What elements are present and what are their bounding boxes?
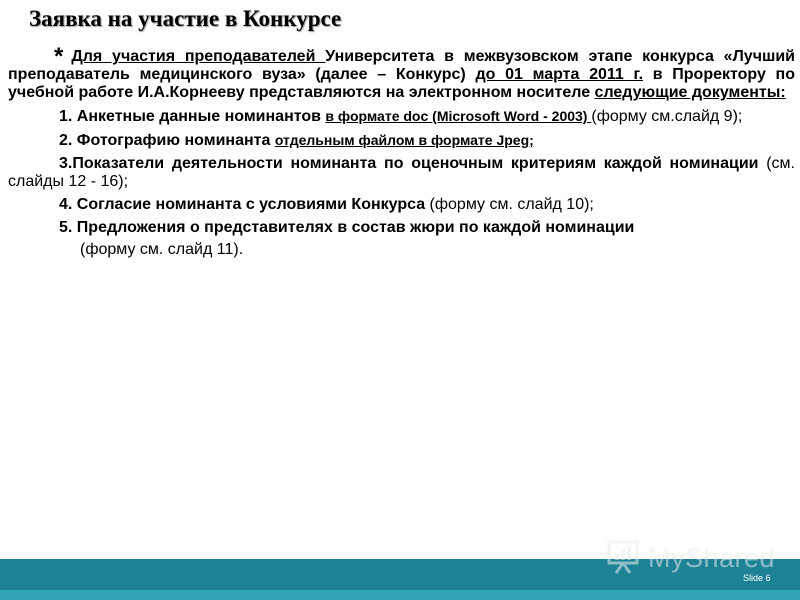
footer-stripe (0, 590, 800, 600)
presentation-icon (606, 536, 642, 581)
item-3-normal: (см. слайды 12 - 16); (8, 155, 795, 190)
item-2-bold: 2. Фотографию номинанта (59, 132, 275, 149)
intro-docs-phrase: следующие документы: (594, 84, 786, 101)
item-1-normal: (форму см.слайд 9); (591, 108, 743, 125)
item-4-normal: (форму см. слайд 10); (429, 196, 594, 213)
item-1-bold: 1. Анкетные данные номинантов (59, 108, 326, 125)
list-item-5 (8, 219, 795, 237)
list-item-5-continuation: (форму см. слайд 11). (80, 241, 244, 258)
slide-number: Slide 6 (743, 573, 771, 583)
item-4-bold: 4. Согласие номинанта с условиями Конкурса (59, 196, 430, 213)
slide-content (8, 43, 795, 259)
intro-deadline: до 01 марта 2011 г. (475, 66, 644, 83)
asterisk: * (54, 43, 64, 70)
item-5-bold: 5. Предложения о представителях в состав жюри по каждой номинации (59, 219, 635, 236)
list-item-2 (8, 131, 795, 150)
item-3-bold: 3.Показатели деятельности номинанта по оценочным критериям каждой номинации (59, 155, 767, 172)
intro-text-1: Университета в межвузовском этапе конкурса «Лучший преподаватель медицинского вуза» (далее – Конкурс) (8, 48, 795, 83)
item-1-underlined: в формате doc (Microsoft Word - 2003) (325, 108, 592, 124)
intro-text-2: в Проректору по учебной работе И.А.Корнееву представляются на электронном носителе (8, 66, 795, 101)
watermark-text: MyShared (648, 543, 776, 573)
list-item-3 (8, 155, 795, 191)
intro-underlined-lead: Для участия преподавателей (71, 48, 326, 65)
item-2-underlined: отдельным файлом в формате Jpeg; (274, 132, 534, 148)
intro-paragraph (8, 43, 795, 102)
list-item-1 (8, 107, 795, 126)
list-item-4 (8, 196, 795, 214)
slide-title: Заявка на участие в Конкурсе (29, 6, 342, 31)
